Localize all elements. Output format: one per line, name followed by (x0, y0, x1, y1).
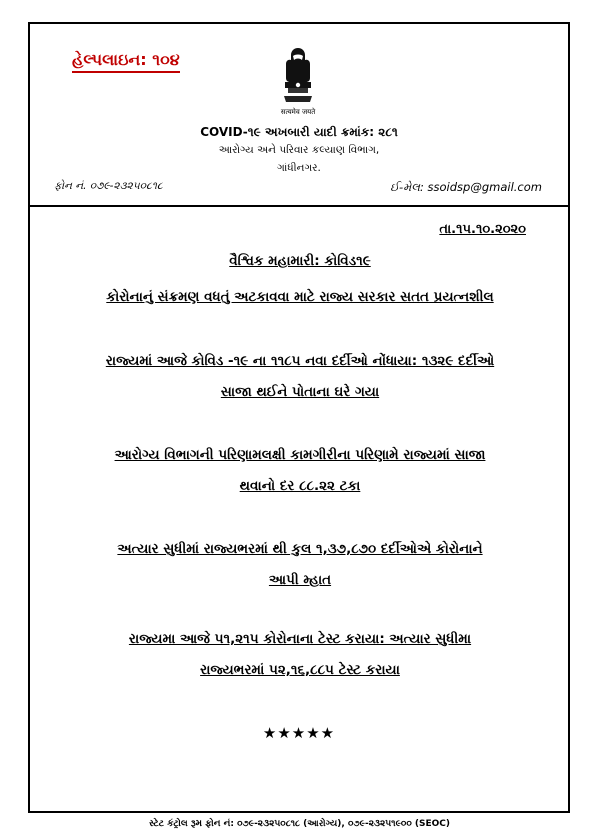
headline-6 (50, 624, 550, 686)
end-stars: ★★★★★ (262, 724, 336, 742)
phone-number: ફોન નં. ૦૭૯-૨૩૨૫૦૮૧૮ (54, 180, 163, 192)
email-address: ઈ-મેલ: ssoidsp@gmail.com (390, 180, 542, 194)
headline-5 (50, 534, 550, 596)
headline-6-line-1: રાજ્યમા આજે ૫૧,૨૧૫ કોરોનાના ટેસ્ટ કરાયા: અત્યાર સુધીમા (128, 631, 472, 647)
department-name: આરોગ્ય અને પરિવાર કલ્યાણ વિભાગ, (218, 144, 380, 156)
city-name: ગાંધીનગર. (277, 162, 321, 174)
headline-3-line-1: રાજ્યમાં આજે કોવિડ -૧૯ ના ૧૧૮૫ નવા દર્દીઓ નોંધાયા: ૧૩૨૯ દર્દીઓ (105, 353, 495, 369)
headline-6-line-2: રાજ્યભરમાં ૫૨,૧૬,૮૮૫ ટેસ્ટ કરાયા (200, 662, 400, 678)
helpline-number: હેલ્પલાઇન: ૧૦૪ (72, 50, 180, 73)
press-release-frame (28, 22, 570, 813)
headline-4-line-2: થવાનો દર ૮૮.૨૨ ટકા (239, 478, 361, 494)
headline-1 (50, 246, 550, 277)
headline-2-line-1: કોરોનાનું સંક્રમણ વધતું અટકાવવા માટે રાજ્ય સરકાર સતત પ્રયત્નશીલ (106, 289, 494, 305)
emblem-motto: सत्यमेव जयते (280, 108, 316, 116)
headline-4 (50, 440, 550, 502)
headline-5-line-2: આપી મ્હાત (268, 572, 332, 588)
national-emblem-icon (276, 44, 320, 108)
press-release-title: COVID-૧૯ અખબારી યાદી ક્રમાંક: ૨૮૧ (200, 125, 398, 139)
headline-3 (50, 346, 550, 408)
control-room-footer: સ્ટેટ કંટ્રોલ રૂમ ફોન નં: ૦૭૯-૨૩૨૫૦૮૧૮ (આરોગ્ય), ૦૭૯-૨૩૨૫૧૯૦૦ (SEOC) (149, 819, 450, 829)
headline-2 (50, 282, 550, 313)
headline-1-line-1: વૈશ્વિક મહામારી: કોવિડ૧૯ (229, 253, 371, 269)
letterhead (30, 24, 568, 207)
headline-3-line-2: સાજા થઈને પોતાના ઘરે ગયા (220, 384, 380, 400)
headline-5-line-1: અત્યાર સુધીમાં રાજ્યભરમાં થી કુલ ૧,૩૭,૮૭૦ દર્દીઓએ કોરોનાને (117, 541, 483, 557)
headline-4-line-1: આરોગ્ય વિભાગની પરિણામલક્ષી કામગીરીના પરિણામે રાજ્યમાં સાજા (114, 447, 486, 463)
release-date: તા.૧૫.૧૦.૨૦૨૦ (439, 222, 526, 237)
